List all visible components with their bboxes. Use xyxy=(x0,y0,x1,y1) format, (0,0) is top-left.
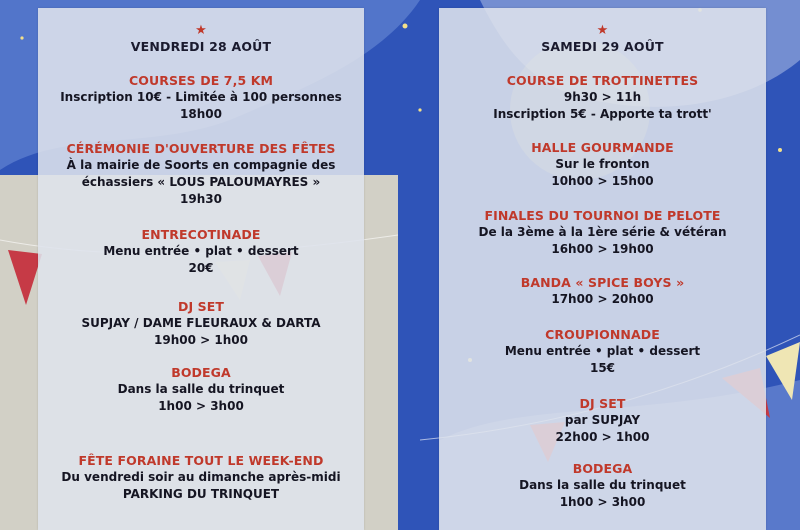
event-item xyxy=(443,139,762,190)
event-line: Dans la salle du trinquet xyxy=(519,478,686,492)
event-line: À la mairie de Soorts en compagnie des xyxy=(66,158,336,172)
event-line: Du vendredi soir au dimanche après-midi xyxy=(61,470,341,484)
event-time: 10h00 > 15h00 xyxy=(551,174,654,188)
event-line: De la 3ème à la 1ère série & vétéran xyxy=(478,225,727,239)
event-item xyxy=(42,226,360,277)
event-line: Menu entrée • plat • dessert xyxy=(103,244,299,258)
event-time: 18h00 xyxy=(180,107,222,121)
event-price: 20€ xyxy=(188,261,214,275)
event-title: CÉRÉMONIE D'OUVERTURE DES FÊTES xyxy=(66,141,336,156)
friday-program-panel xyxy=(38,8,364,530)
event-title: COURSE DE TROTTINETTES xyxy=(506,73,699,88)
event-item xyxy=(443,395,762,446)
event-title: FÊTE FORAINE TOUT LE WEEK-END xyxy=(78,453,324,468)
event-time: 9h30 > 11h xyxy=(563,90,642,104)
event-time: 17h00 > 20h00 xyxy=(551,292,654,306)
event-title: DJ SET xyxy=(177,299,225,314)
event-item xyxy=(42,452,360,503)
event-line: Sur le fronton xyxy=(555,157,650,171)
event-line: Inscription 10€ - Limitée à 100 personnes xyxy=(60,90,342,104)
event-line: Inscription 5€ - Apporte ta trott' xyxy=(493,107,712,121)
event-time: 19h30 xyxy=(180,192,222,206)
event-time: 22h00 > 1h00 xyxy=(555,430,650,444)
event-title: CROUPIONNADE xyxy=(545,327,660,342)
event-price: 15€ xyxy=(589,361,616,375)
event-title: ENTRECOTINADE xyxy=(141,227,261,242)
event-item xyxy=(443,274,762,308)
event-time: 16h00 > 19h00 xyxy=(551,242,654,256)
event-item xyxy=(42,298,360,349)
event-title: BODEGA xyxy=(171,365,231,380)
event-title: BANDA « SPICE BOYS » xyxy=(520,275,685,290)
event-title: HALLE GOURMANDE xyxy=(531,140,674,155)
event-item xyxy=(443,326,762,377)
event-line: Dans la salle du trinquet xyxy=(117,382,285,396)
event-title: BODEGA xyxy=(572,461,633,476)
day-title: SAMEDI 29 AOÛT xyxy=(541,39,664,54)
event-line: échassiers « LOUS PALOUMAYRES » xyxy=(81,175,321,189)
event-title: FINALES DU TOURNOI DE PELOTE xyxy=(484,208,721,223)
event-title: DJ SET xyxy=(579,396,626,411)
event-item xyxy=(443,460,762,511)
event-line: SUPJAY / DAME FLEURAUX & DARTA xyxy=(81,316,321,330)
event-item xyxy=(443,207,762,258)
event-time: 1h00 > 3h00 xyxy=(559,495,646,509)
event-item xyxy=(42,140,360,208)
event-item xyxy=(42,72,360,123)
day-title: VENDREDI 28 AOÛT xyxy=(130,39,272,54)
event-item xyxy=(42,364,360,415)
star-icon: ★ xyxy=(195,23,207,38)
saturday-program-panel xyxy=(439,8,766,530)
event-time: 1h00 > 3h00 xyxy=(158,399,244,413)
event-location: PARKING DU TRINQUET xyxy=(122,487,280,501)
event-line: Menu entrée • plat • dessert xyxy=(504,344,701,358)
event-line: par SUPJAY xyxy=(564,413,641,427)
event-item xyxy=(443,72,762,123)
event-time: 19h00 > 1h00 xyxy=(154,333,248,347)
star-icon: ★ xyxy=(596,23,609,38)
event-title: COURSES DE 7,5 KM xyxy=(128,73,274,88)
